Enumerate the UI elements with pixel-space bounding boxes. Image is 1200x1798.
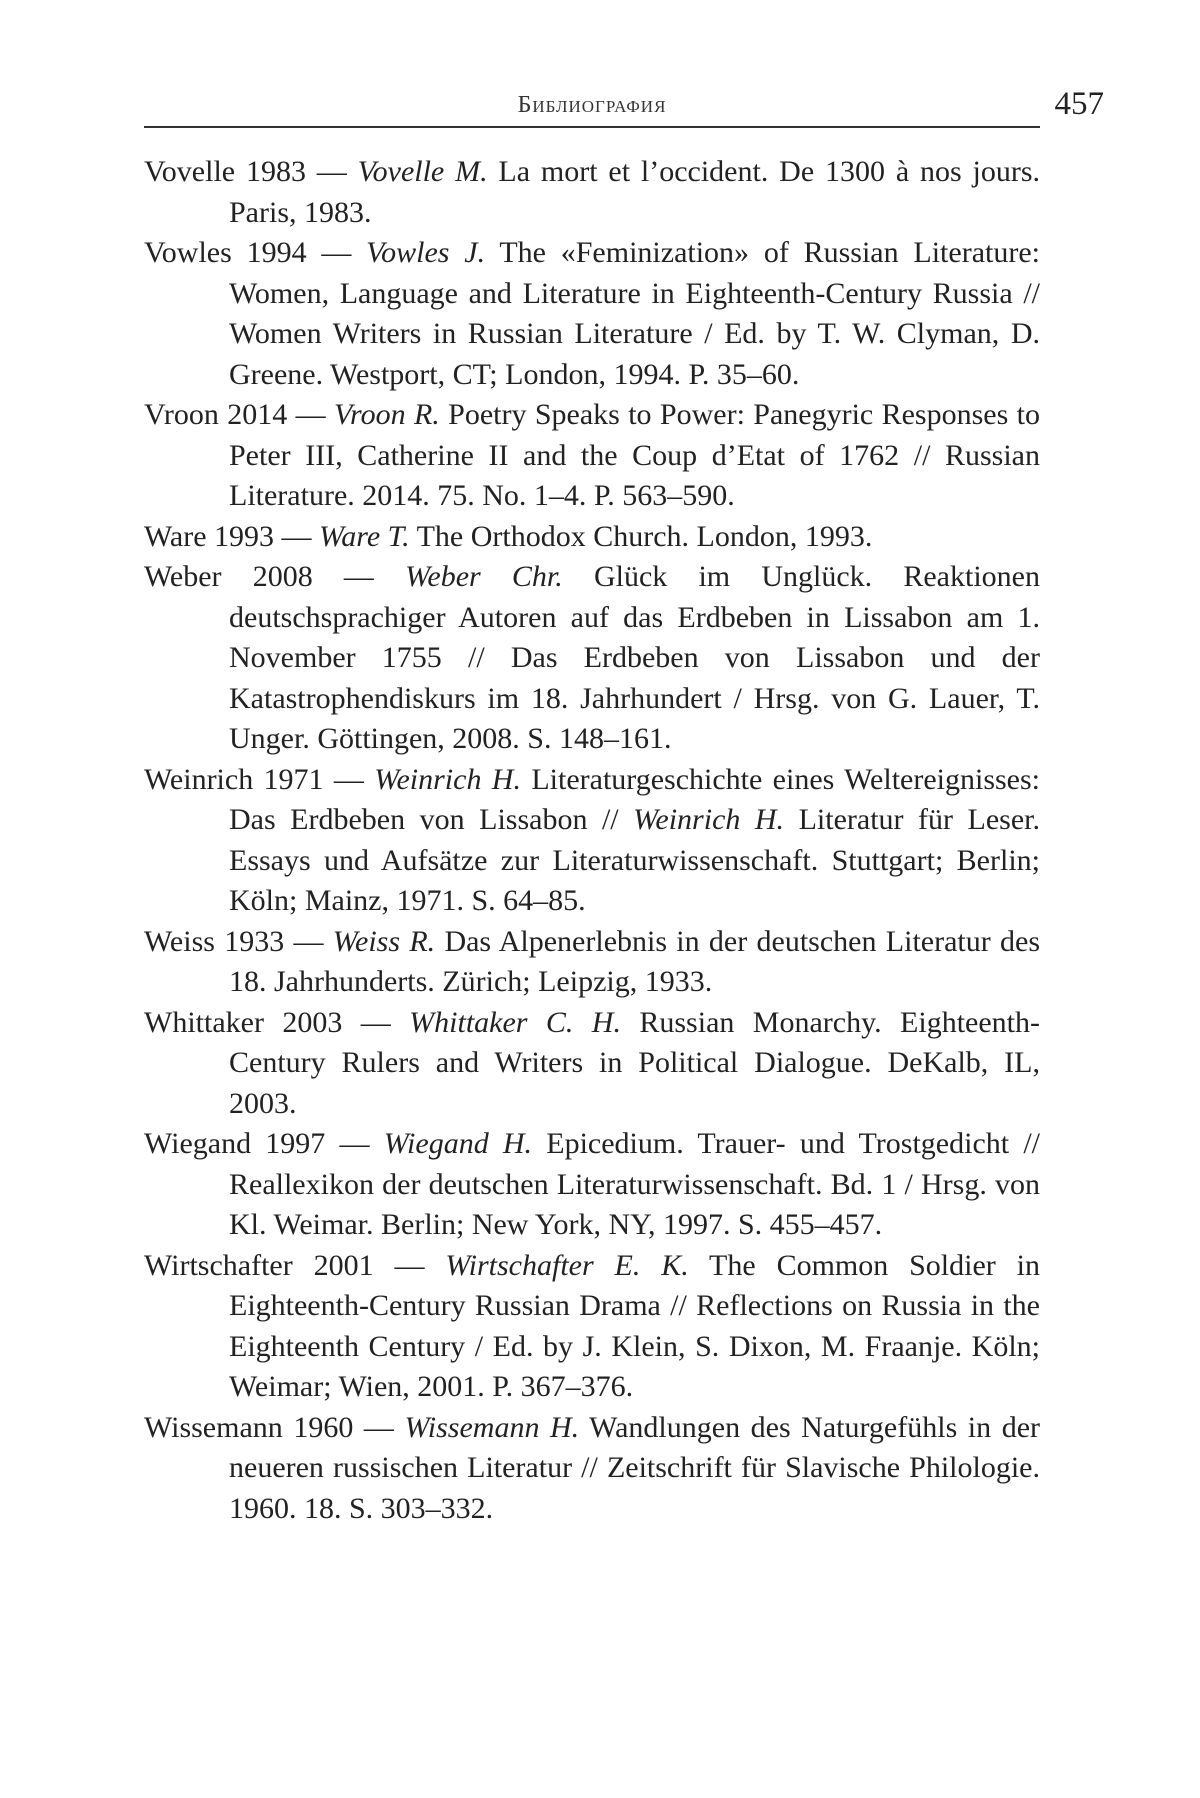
entry-text: The Orthodox Church. London, 1993. xyxy=(409,519,873,553)
bibliography-entry xyxy=(144,1124,1040,1246)
entry-author: Wiegand H. xyxy=(383,1127,533,1160)
book-page xyxy=(144,0,1104,1798)
entry-author: Vroon R. xyxy=(333,398,440,431)
entry-key: Vowles 1994 — xyxy=(144,236,367,269)
entry-key: Weber 2008 — xyxy=(144,560,406,593)
running-head xyxy=(144,86,1104,128)
bibliography-entry xyxy=(144,395,1040,517)
entry-text: Wandlungen des Naturgefühls in der neueren russischen Literatur // Zeitschrift für Slavische Philologie. 1960. 18. S. 303–332. xyxy=(229,1410,1041,1525)
entry-text: Glück im Unglück. Reaktionen deutschsprachiger Autoren auf das Erdbeben in Lissabon am 1. November 1755 // Das Erdbeben von Lissabon und der Katastrophendiskurs im 18. Jahrhundert / Hrsg. von G. Lauer, T. Unger. Göttingen, 2008. S. 148–161. xyxy=(229,560,1040,755)
bibliography-entry xyxy=(144,233,1040,395)
entry-author: Vovelle M. xyxy=(357,155,488,188)
bibliography-entry xyxy=(144,1408,1040,1530)
entry-text: Literaturgeschichte eines Weltereignisses: Das Erdbeben von Lissabon // xyxy=(229,762,1040,836)
entry-author: Weiss R. xyxy=(332,924,436,958)
entry-author: Ware T. xyxy=(319,519,410,553)
entry-key: Wiegand 1997 — xyxy=(144,1127,384,1160)
entry-key: Wissemann 1960 — xyxy=(144,1410,405,1444)
entry-author: Wirtschafter E. K. xyxy=(445,1248,689,1282)
entry-key: Weiss 1933 — xyxy=(144,924,333,958)
entry-author: Wissemann H. xyxy=(404,1410,580,1444)
entry-author: Whittaker C. H. xyxy=(409,1005,621,1039)
running-title: Библиография xyxy=(517,92,667,118)
bibliography-list xyxy=(144,152,1040,1529)
entry-key: Vroon 2014 — xyxy=(144,398,334,431)
bibliography-entry xyxy=(144,1246,1040,1408)
entry-author: Vowles J. xyxy=(366,236,486,269)
entry-text: Russian Monarchy. Eighteenth-Century Rulers and Writers in Political Dialogue. DeKalb, IL, 2003. xyxy=(229,1005,1040,1120)
entry-author: Weber Chr. xyxy=(405,560,563,593)
entry-text: The «Feminization» of Russian Literature: Women, Language and Literature in Eighteenth-Century Russia // Women Writers in Russian Literature / Ed. by T. W. Clyman, D. Greene. Westport, CT; London, 1994. P. 35–60. xyxy=(229,236,1040,391)
bibliography-entry xyxy=(144,152,1040,233)
entry-key: Ware 1993 — xyxy=(144,519,320,553)
entry-key: Weinrich 1971 — xyxy=(144,762,375,796)
bibliography-entry xyxy=(144,517,1040,558)
entry-text: La mort et l’occident. De 1300 à nos jours. Paris, 1983. xyxy=(229,155,1040,229)
entry-key: Vovelle 1983 — xyxy=(144,155,358,188)
entry-author: Weinrich H. xyxy=(374,762,521,796)
entry-key: Whittaker 2003 — xyxy=(144,1005,410,1039)
entry-text: Poetry Speaks to Power: Panegyric Responses to Peter III, Catherine II and the Coup d’Etat of 1762 // Russian Literature. 2014. 75. No. 1–4. P. 563–590. xyxy=(229,398,1040,512)
entry-text-secondary: Literatur für Leser. Essays und Aufsätze zur Literaturwissenschaft. Stuttgart; Berlin; Köln; Mainz, 1971. S. 64–85. xyxy=(229,803,1040,917)
entry-text: Epicedium. Trauer- und Trostgedicht // Reallexikon der deutschen Literaturwissenschaft. Bd. 1 / Hrsg. von Kl. Weimar. Berlin; New York, NY, 1997. S. 455–457. xyxy=(229,1127,1040,1241)
bibliography-entry xyxy=(144,760,1040,922)
entry-author-secondary: Weinrich H. xyxy=(633,803,785,836)
bibliography-entry xyxy=(144,557,1040,760)
entry-text: The Common Soldier in Eighteenth-Century Russian Drama // Reflections on Russia in the Eighteenth Century / Ed. by J. Klein, S. Dixon, M. Fraanje. Köln; Weimar; Wien, 2001. P. 367–376. xyxy=(229,1248,1040,1403)
entry-text: Das Alpenerlebnis in der deutschen Literatur des 18. Jahrhunderts. Zürich; Leipzig, 1933. xyxy=(229,924,1041,998)
bibliography-entry xyxy=(144,922,1040,1003)
bibliography-entry xyxy=(144,1003,1040,1125)
entry-key: Wirtschafter 2001 — xyxy=(144,1248,446,1282)
page-number: 457 xyxy=(1054,86,1104,122)
